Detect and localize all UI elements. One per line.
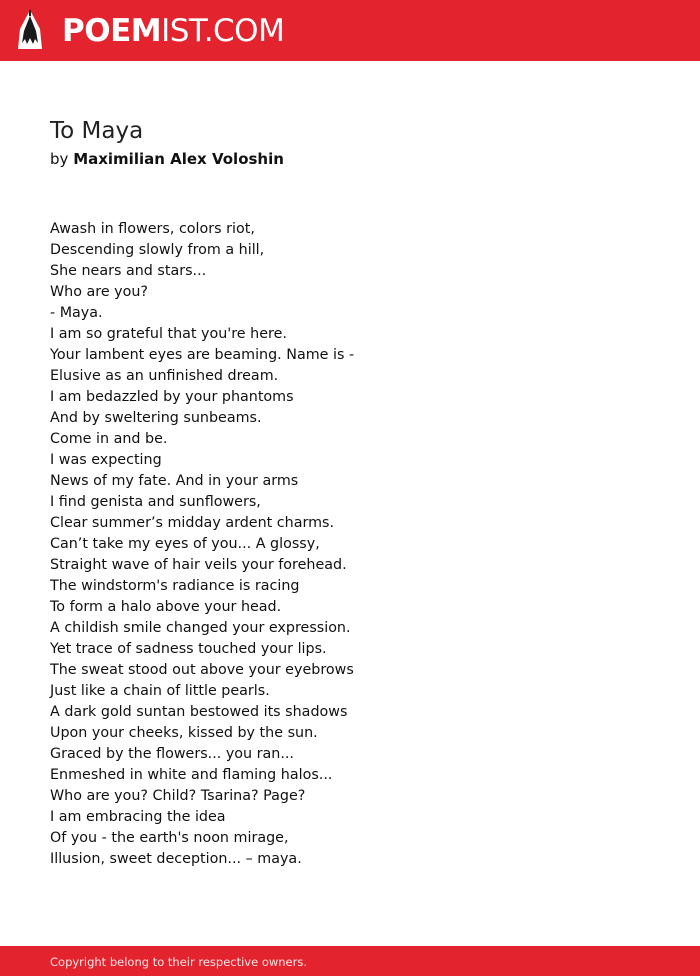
poem-line: News of my fate. And in your arms: [50, 473, 299, 489]
poem-line: Straight wave of hair veils your forehead.: [50, 557, 347, 573]
poem-line: A dark gold suntan bestowed its shadows: [50, 704, 348, 720]
poem-line: Who are you?: [50, 284, 149, 300]
poem-line: Your lambent eyes are beaming. Name is -: [50, 347, 355, 363]
poem-line: I am so grateful that you're here.: [50, 326, 287, 342]
poem-line: I find genista and sunflowers,: [50, 494, 261, 510]
poem-line: The sweat stood out above your eyebrows: [50, 662, 354, 678]
site-footer: [0, 946, 700, 976]
poem-line: Awash in flowers, colors riot,: [50, 221, 255, 237]
poem-line: Graced by the flowers... you ran...: [50, 746, 294, 762]
by-label: by: [50, 150, 69, 168]
poem-byline: [50, 148, 284, 170]
poem-line: To form a halo above your head.: [50, 599, 282, 615]
poem-line: A childish smile changed your expression.: [50, 620, 351, 636]
poem-author: Maximilian Alex Voloshin: [73, 150, 284, 168]
poem-line: Yet trace of sadness touched your lips.: [50, 641, 327, 657]
copyright-notice: Copyright belong to their respective owners.: [50, 955, 308, 969]
poem-line: Clear summer’s midday ardent charms.: [50, 515, 335, 531]
site-logo[interactable]: [62, 12, 284, 50]
poem-line: Who are you? Child? Tsarina? Page?: [50, 788, 306, 804]
poem-line: I was expecting: [50, 452, 162, 468]
logo-text-light: IST.COM: [161, 13, 285, 49]
poem-line: Upon your cheeks, kissed by the sun.: [50, 725, 318, 741]
poem-line: Enmeshed in white and flaming halos...: [50, 767, 333, 783]
poem-body: [50, 219, 670, 870]
poem-line: Elusive as an unfinished dream.: [50, 368, 279, 384]
poem-line: Can’t take my eyes of you... A glossy,: [50, 536, 320, 552]
poem-line: Descending slowly from a hill,: [50, 242, 265, 258]
ink-pen-nib-icon[interactable]: [17, 9, 43, 51]
poem-line: Just like a chain of little pearls.: [50, 683, 270, 699]
poem-line: I am embracing the idea: [50, 809, 226, 825]
poem-line: Of you - the earth's noon mirage,: [50, 830, 289, 846]
poem-line: I am bedazzled by your phantoms: [50, 389, 294, 405]
poem-line: - Maya.: [50, 305, 103, 321]
poem-line: Come in and be.: [50, 431, 168, 447]
logo-text-bold: POEM: [62, 13, 162, 49]
poem-line: Illusion, sweet deception... – maya.: [50, 851, 302, 867]
poem-line: She nears and stars...: [50, 263, 207, 279]
site-header: [0, 0, 700, 61]
poem-title: To Maya: [50, 118, 144, 144]
poem-line: And by sweltering sunbeams.: [50, 410, 262, 426]
poem-line: The windstorm's radiance is racing: [50, 578, 300, 594]
